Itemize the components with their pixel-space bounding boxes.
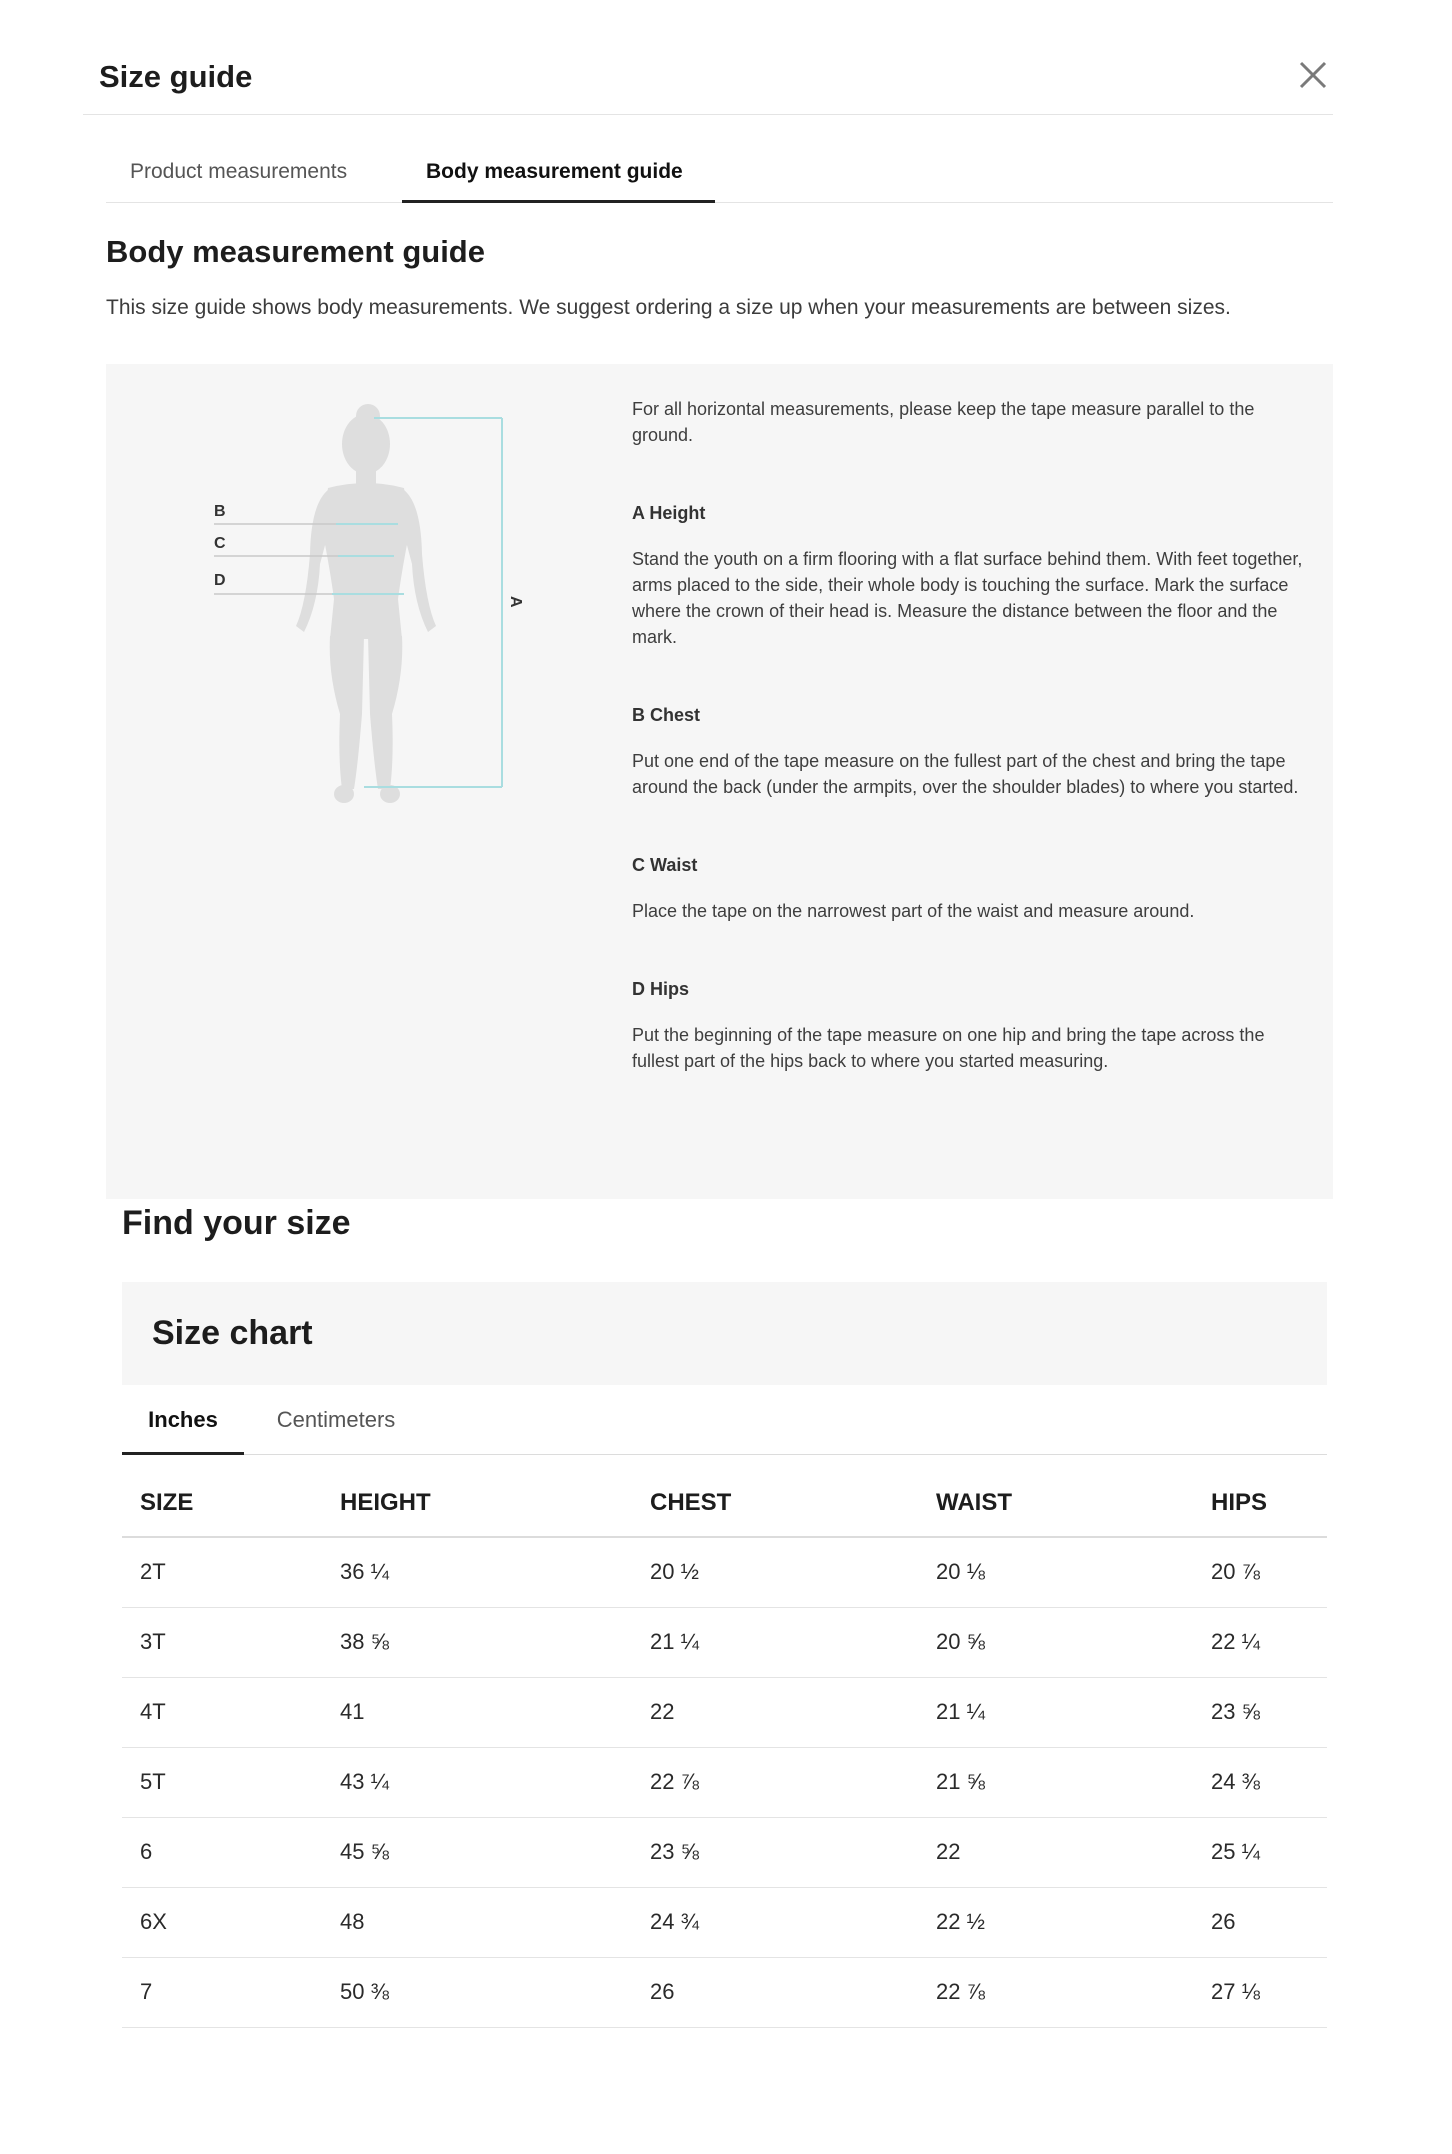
size-chart-header: [122, 1282, 1327, 1385]
body-figure: [106, 364, 626, 824]
cell-hips: 24 ⅜: [1211, 1747, 1327, 1817]
cell-chest: 21 ¼: [650, 1607, 936, 1677]
cell-waist: 21 ¼: [936, 1677, 1211, 1747]
cell-size: 3T: [122, 1607, 340, 1677]
cell-waist: 22 ½: [936, 1887, 1211, 1957]
table-row: [122, 1887, 1327, 1957]
table-row: [122, 1747, 1327, 1817]
table-row: [122, 1607, 1327, 1677]
cell-hips: 25 ¼: [1211, 1817, 1327, 1887]
cell-hips: 23 ⅝: [1211, 1677, 1327, 1747]
cell-waist: 20 ⅛: [936, 1537, 1211, 1607]
intro-text: For all horizontal measurements, please keep the tape measure parallel to the ground.: [632, 399, 1255, 445]
cell-size: 2T: [122, 1537, 340, 1607]
column-header-hips: HIPS: [1211, 1456, 1327, 1537]
column-header-size: SIZE: [122, 1456, 340, 1537]
cell-height: 38 ⅝: [340, 1607, 650, 1677]
section-waist: [632, 852, 1312, 924]
table-row: [122, 1537, 1327, 1607]
modal-header: [83, 45, 1333, 115]
cell-hips: 27 ⅛: [1211, 1957, 1327, 2027]
column-header-waist: WAIST: [936, 1456, 1211, 1537]
close-icon: [1293, 55, 1333, 95]
figure-head: [342, 414, 390, 474]
section-text: Put the beginning of the tape measure on one hip and bring the tape across the fullest part of the hips back to where you started measuring.: [632, 1025, 1265, 1071]
cell-waist: 20 ⅝: [936, 1607, 1211, 1677]
section-heading: B Chest: [632, 705, 701, 725]
guide-title: Body measurement guide: [106, 234, 485, 269]
cell-height: 43 ¼: [340, 1747, 650, 1817]
cell-hips: 22 ¼: [1211, 1607, 1327, 1677]
tab-body-measurement-guide[interactable]: Body measurement guide: [402, 150, 715, 203]
tab-product-measurements[interactable]: Product measurements: [130, 160, 348, 183]
cell-hips: 20 ⅞: [1211, 1537, 1327, 1607]
cell-height: 41: [340, 1677, 650, 1747]
cell-size: 7: [122, 1957, 340, 2027]
column-header-height: HEIGHT: [340, 1456, 650, 1537]
section-hips: [632, 976, 1312, 1074]
cell-size: 5T: [122, 1747, 340, 1817]
section-text: Place the tape on the narrowest part of the waist and measure around.: [632, 901, 1195, 921]
figure-left-leg: [330, 636, 364, 789]
table-header-row: [122, 1456, 1327, 1537]
close-button[interactable]: [1293, 55, 1333, 95]
section-text: Stand the youth on a firm flooring with a flat surface behind them. With feet together, arms placed to the side, their whole body is touching the surface. Mark the surface where the crown of their head is. Measure the distance between the floor and the mark.: [632, 549, 1303, 647]
cell-waist: 22 ⅞: [936, 1957, 1211, 2027]
label-b: B: [214, 503, 226, 520]
section-height: [632, 500, 1312, 650]
cell-chest: 24 ¾: [650, 1887, 936, 1957]
cell-chest: 22 ⅞: [650, 1747, 936, 1817]
cell-size: 6X: [122, 1887, 340, 1957]
label-a: A: [507, 596, 524, 608]
section-text: Put one end of the tape measure on the fullest part of the chest and bring the tape around the back (under the armpits, over the shoulder blades) to where you started.: [632, 751, 1299, 797]
cell-size: 6: [122, 1817, 340, 1887]
cell-chest: 22: [650, 1677, 936, 1747]
figure-torso: [322, 483, 410, 639]
tab-inches[interactable]: Inches: [122, 1385, 244, 1455]
cell-chest: 26: [650, 1957, 936, 2027]
cell-chest: 20 ½: [650, 1537, 936, 1607]
table-row: [122, 1957, 1327, 2027]
measurement-instructions: [632, 396, 1312, 1126]
section-heading: A Height: [632, 503, 706, 523]
figure-left-foot: [334, 785, 354, 803]
tab-centimeters[interactable]: Centimeters: [276, 1407, 396, 1432]
cell-waist: 21 ⅝: [936, 1747, 1211, 1817]
cell-waist: 22: [936, 1817, 1211, 1887]
section-heading: C Waist: [632, 855, 698, 875]
figure-right-leg: [368, 636, 402, 789]
table-row: [122, 1677, 1327, 1747]
size-table: [122, 1456, 1327, 2028]
measurement-guide-panel: [106, 364, 1333, 1199]
section-chest: [632, 702, 1312, 800]
table-row: [122, 1817, 1327, 1887]
cell-hips: 26: [1211, 1887, 1327, 1957]
cell-height: 36 ¼: [340, 1537, 650, 1607]
modal-title: Size guide: [99, 59, 253, 94]
figure-left-arm: [296, 490, 328, 632]
figure-right-arm: [404, 490, 436, 632]
cell-height: 48: [340, 1887, 650, 1957]
guide-tabs: [106, 150, 1333, 203]
body-figure-illustration: [106, 364, 626, 824]
section-heading: D Hips: [632, 979, 690, 999]
column-header-chest: CHEST: [650, 1456, 936, 1537]
cell-height: 45 ⅝: [340, 1817, 650, 1887]
unit-tabs: [122, 1385, 1327, 1455]
cell-size: 4T: [122, 1677, 340, 1747]
instructions-intro: [632, 396, 1312, 448]
size-chart-title: Size chart: [152, 1314, 313, 1352]
label-c: C: [214, 535, 226, 552]
cell-chest: 23 ⅝: [650, 1817, 936, 1887]
cell-height: 50 ⅜: [340, 1957, 650, 2027]
label-d: D: [214, 572, 226, 589]
find-size-title: Find your size: [122, 1204, 351, 1242]
guide-description: This size guide shows body measurements. We suggest ordering a size up when your measurements are between sizes.: [106, 296, 1231, 319]
